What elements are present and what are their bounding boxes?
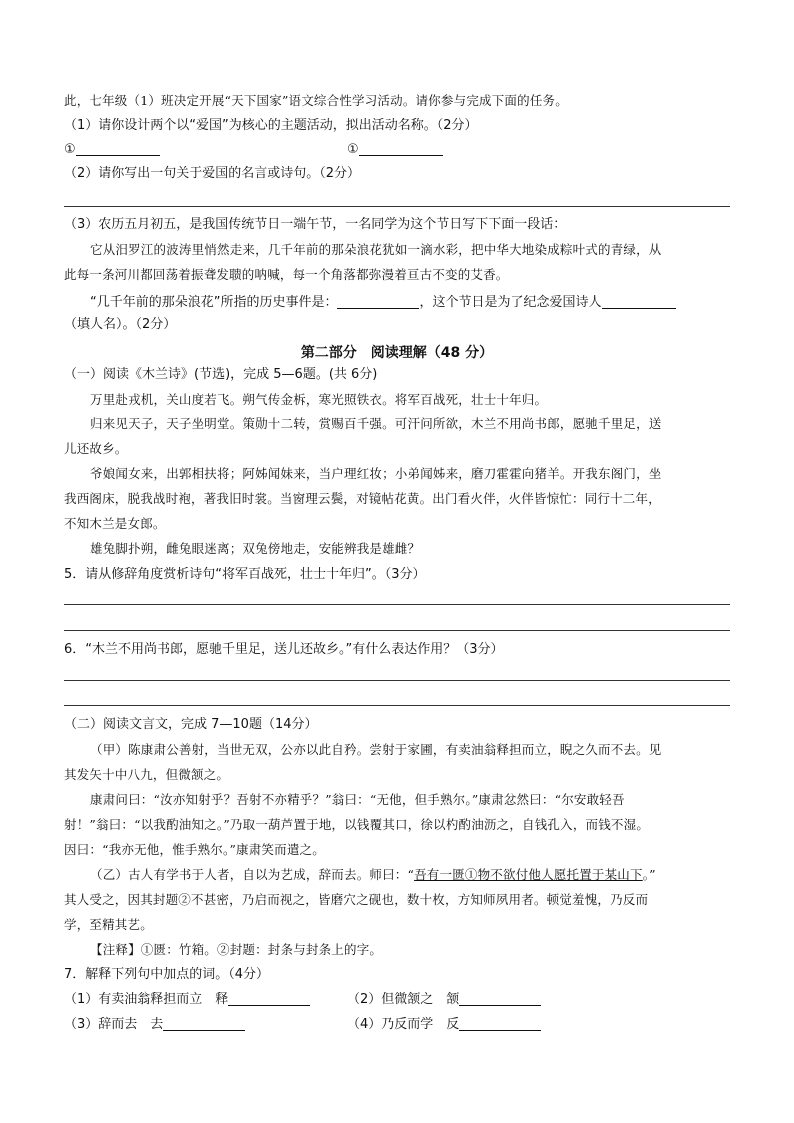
yi-text-line: 其人受之，因其封题②不甚密，乃启而视之，皆磨穴之砚也，数十枚，方知师夙用者。顿觉羞愧，乃反而 [64,892,649,907]
q7-item-3 [64,1016,344,1034]
yi-text-a: （乙）古人有学书于人者，自以为艺成，辞而去。师曰：“ [90,867,415,882]
q6-answer-line[interactable] [64,705,730,706]
q3-fill-text-3: （填人名）。（2分） [64,317,177,332]
poem-line: 儿还故乡。 [64,441,128,456]
jia-text-line: 康肃问曰：“汝亦知射乎？吾射不亦精乎？”翁曰：“无他，但手熟尔。”康肃忿然曰：“尔安敢轻吾 [90,792,625,807]
q3-prompt: （3）农历五月初五，是我国传统节日一端午节，一名同学为这个节日写下下面一段话： [64,217,567,232]
q1-answer-1[interactable] [64,141,364,159]
q7-item-label: （3）辞而去 去 [64,1017,164,1032]
q2-prompt: （2）请你写出一句关于爱国的名言或诗句。（2分） [64,166,361,181]
jia-text-line: （甲）陈康肃公善射，当世无双，公亦以此自矜。尝射于家圃，有卖油翁释担而立，睨之久而不去。见 [90,742,662,757]
poem-line: 归来见天子，天子坐明堂。策勋十二转，赏赐百千强。可汗问所欲，木兰不用尚书郎，愿驰千里足，送 [90,416,662,431]
jia-text-line: 因曰：“我亦无他，惟手熟尔。”康肃笑而遣之。 [64,842,325,857]
q7-item-1 [64,991,344,1009]
q3-fill-text-1: “几千年前的那朵浪花”所指的历史事件是： [90,295,338,310]
q7-blank[interactable] [228,991,310,1006]
yi-text-c: 。” [642,867,656,882]
poem-line: 爷娘闻女来，出郭相扶将；阿姊闻妹来，当户理红妆；小弟闻姊来，磨刀霍霍向猪羊。开我东阁门，坐 [90,466,662,481]
q1-blank-2[interactable] [359,141,443,156]
q3-passage-line-2: 此每一条河川都回荡着振聋发聩的呐喊，每一个角落都弥漫着亘古不变的艾香。 [64,267,509,282]
poem-line: 万里赴戎机，关山度若飞。朔气传金柝，寒光照铁衣。将军百战死，壮士十年归。 [90,392,548,407]
q2-answer-line[interactable] [64,206,730,207]
yi-underlined-sentence: 吾有一匮①物不欲付他人愿托置于某山下 [414,867,643,882]
q7-item-4 [347,1016,627,1034]
q7-blank[interactable] [163,1016,245,1031]
poem-line: 我西阁床，脱我战时袍，著我旧时裳。当窗理云鬓，对镜帖花黄。出门看火伴，火伴皆惊忙：同行十二年， [64,491,661,506]
q3-event-blank[interactable] [337,294,419,309]
q5-answer-line[interactable] [64,630,730,631]
q1-answer-2[interactable] [347,141,547,159]
q5-prompt: 5．请从修辞角度赏析诗句“将军百战死，壮士十年归”。（3分） [64,567,426,582]
intro-text: 此，七年级（1）班决定开展“天下国家”语文综合性学习活动。请你参与完成下面的任务。 [64,93,568,108]
q7-item-label: （2）但微颔之 颔 [347,992,460,1007]
q3-fill-row [90,294,730,312]
q7-item-2 [347,991,627,1009]
part2-title: 第二部分 阅读理解（48 分） [300,345,494,361]
jia-text-line: 其发矢十中八九，但微颔之。 [64,767,230,782]
q7-item-label: （4）乃反而学 反 [347,1017,460,1032]
poem-line: 不知木兰是女郎。 [64,516,166,531]
yi-text-line: 学，至精其艺。 [64,917,153,932]
yi-text-line [90,866,730,884]
section2-header: （二）阅读文言文，完成 7—10题（14分） [64,717,318,732]
q7-prompt: 7．解释下列句中加点的词。（4分） [64,967,270,982]
jia-text-line: 射！”翁曰：“以我酌油知之。”乃取一葫芦置于地，以钱覆其口，徐以杓酌油沥之，自钱孔入，而钱不湿。 [64,817,650,832]
poem-line: 雄兔脚扑朔，雌兔眼迷离；双兔傍地走，安能辨我是雄雌？ [90,541,421,556]
q5-answer-line[interactable] [64,604,730,605]
footnote: 【注释】①匮：竹箱。②封题：封条与封条上的字。 [90,942,383,957]
q1-blank-1[interactable] [76,141,160,156]
section1-header: （一）阅读《木兰诗》(节选)，完成 5—6题。(共 6分) [64,367,378,382]
q3-poet-blank[interactable] [602,294,676,309]
q1-blank1-label: ① [64,142,76,157]
q6-answer-line[interactable] [64,680,730,681]
q7-blank[interactable] [459,991,541,1006]
q7-blank[interactable] [459,1016,541,1031]
q1-prompt: （1）请你设计两个以“爱国”为核心的主题活动，拟出活动名称。（2分） [64,118,478,133]
q1-blank2-label: ① [347,142,359,157]
q3-passage-line-1: 它从汨罗江的波涛里悄然走来，几千年前的那朵浪花犹如一滴水彩，把中华大地染成粽叶式的青绿，从 [90,242,662,257]
q3-fill-text-2: ，这个节日是为了纪念爱国诗人 [419,295,602,310]
q6-prompt: 6．“木兰不用尚书郎，愿驰千里足，送儿还故乡。”有什么表达作用？（3分） [64,642,504,657]
q7-item-label: （1）有卖油翁释担而立 释 [64,992,229,1007]
